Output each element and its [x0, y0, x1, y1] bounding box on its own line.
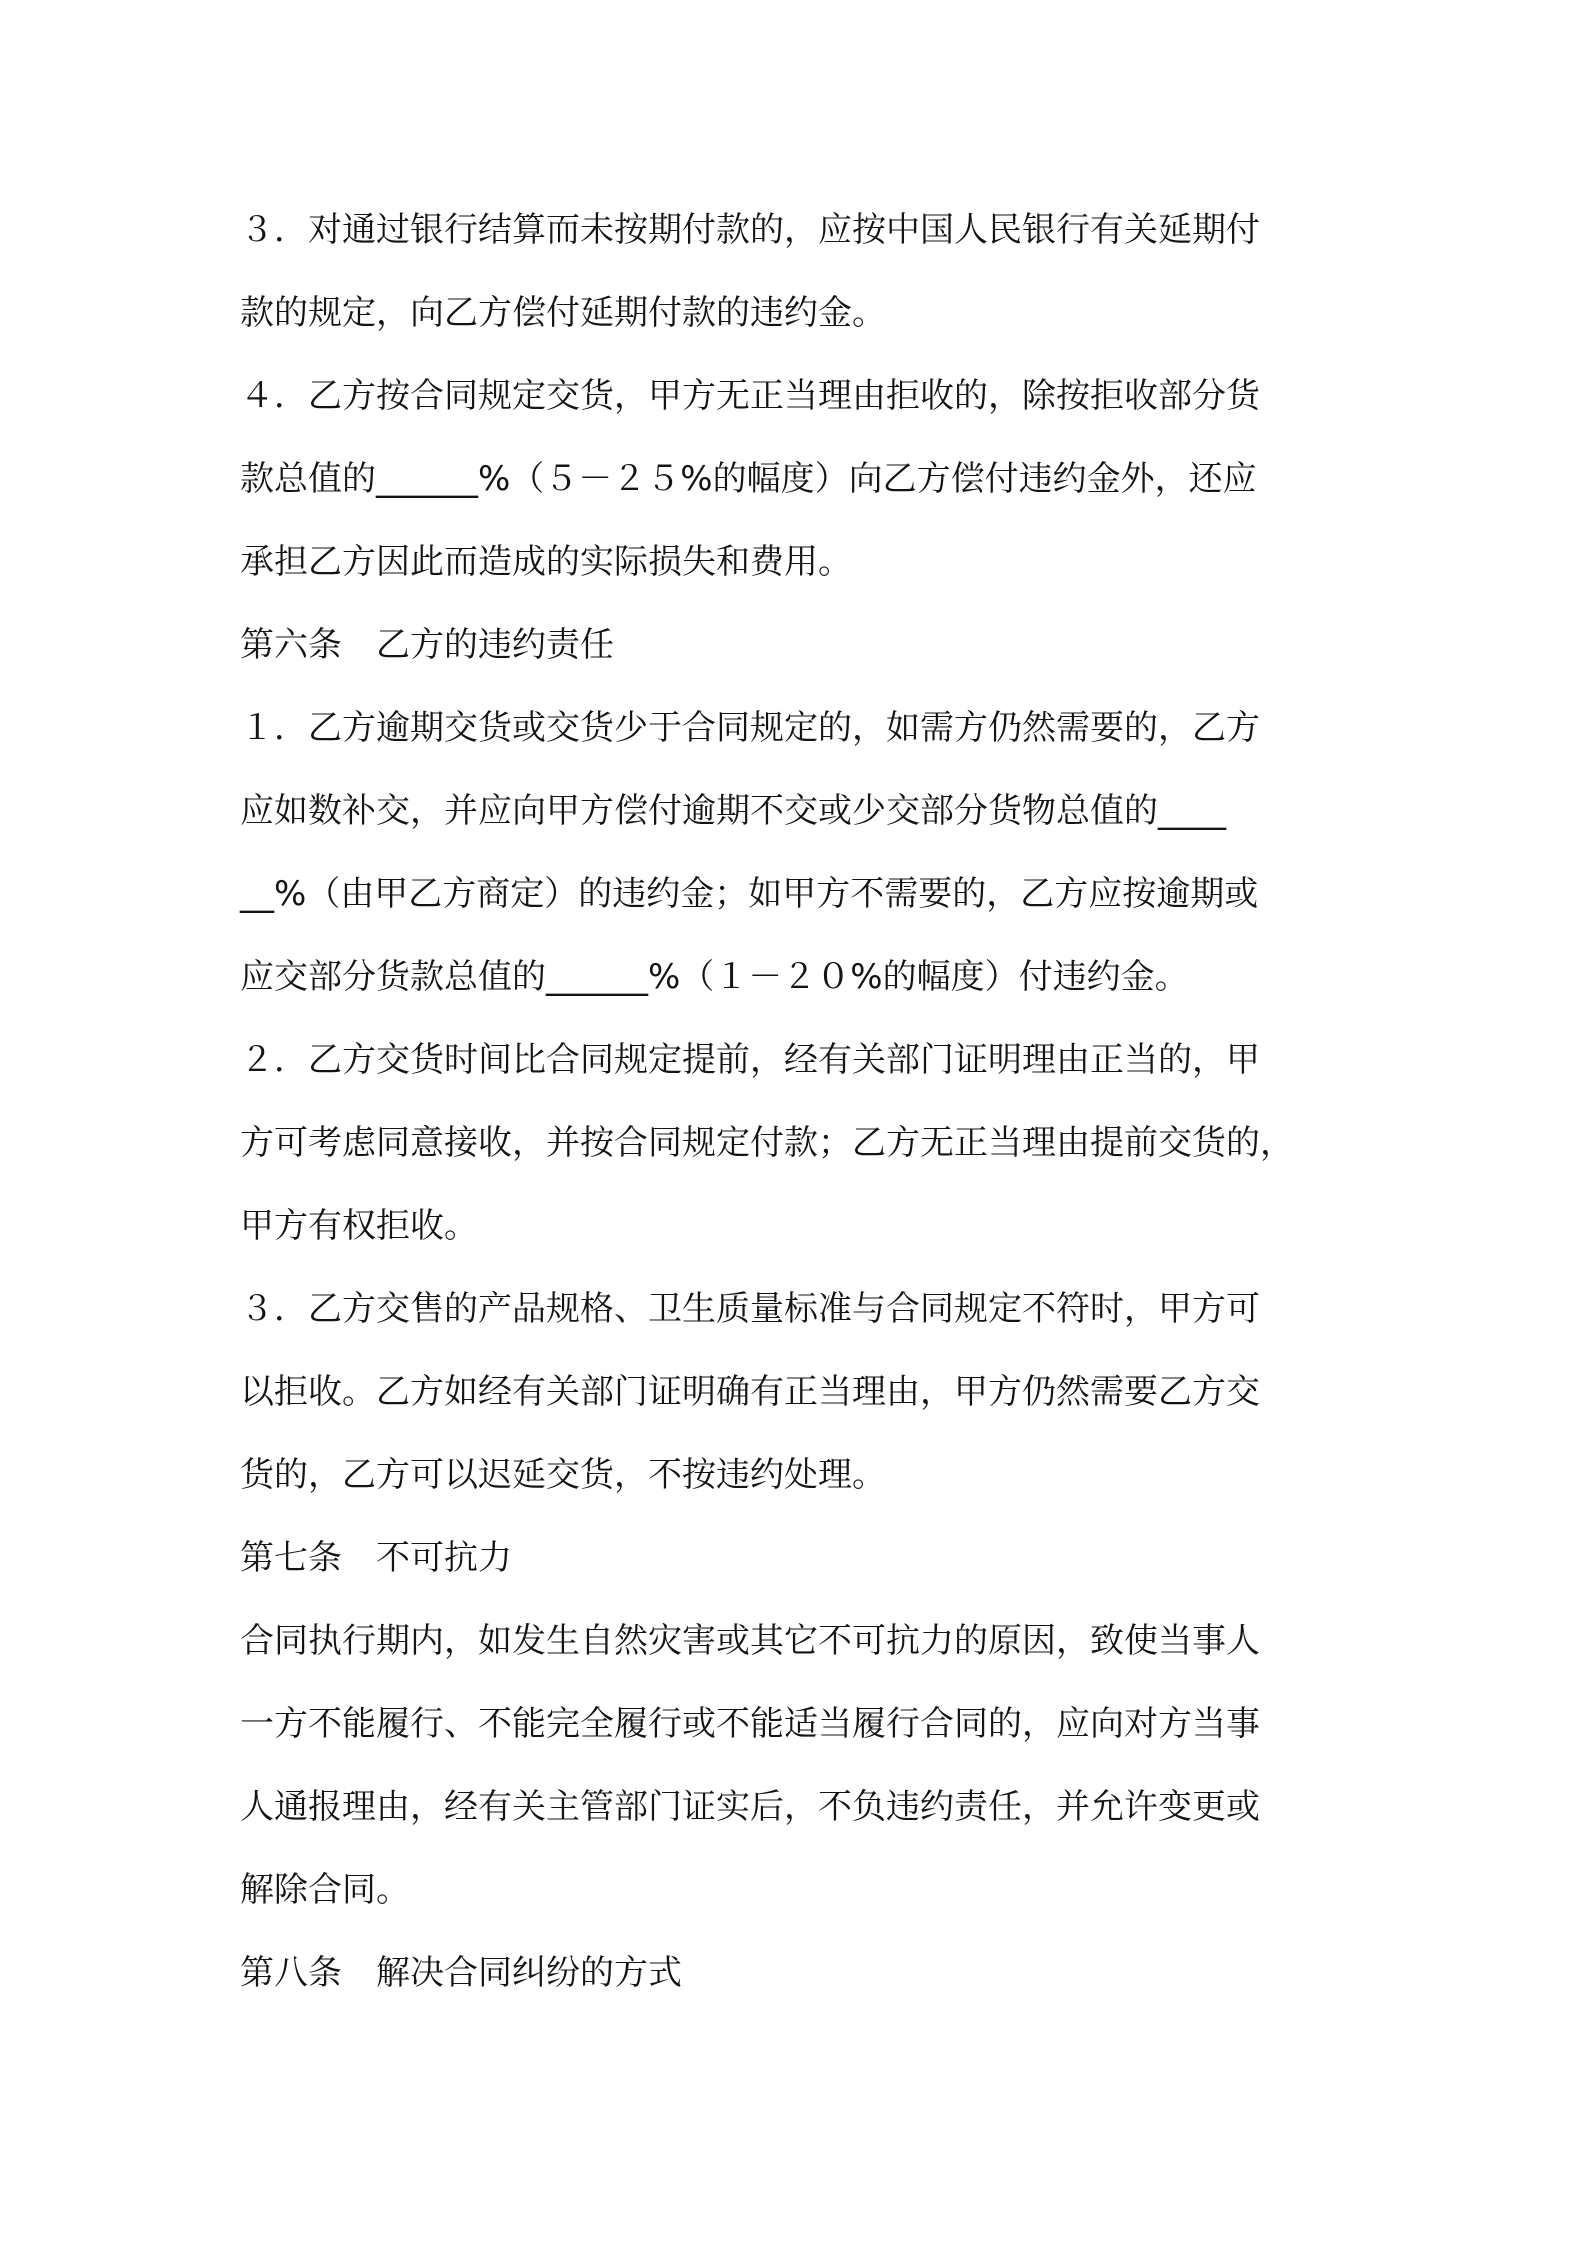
text-line: 承担乙方因此而造成的实际损失和费用。: [240, 542, 852, 582]
text-line: 款总值的______%（５－２５%的幅度）向乙方偿付违约金外，还应: [240, 459, 1257, 499]
text-line: 款的规定，向乙方偿付延期付款的违约金。: [240, 293, 886, 333]
text-line: 解除合同。: [240, 1870, 410, 1910]
article-heading: 第六条 乙方的违约责任: [240, 625, 614, 665]
text-line: 货的，乙方可以迟延交货，不按违约处理。: [240, 1455, 886, 1495]
text-line: ３．乙方交售的产品规格、卫生质量标准与合同规定不符时，甲方可: [240, 1289, 1260, 1329]
article-heading: 第八条 解决合同纠纷的方式: [240, 1953, 682, 1993]
text-line: ２．乙方交货时间比合同规定提前，经有关部门证明理由正当的，甲: [240, 1040, 1260, 1080]
text-line: 一方不能履行、不能完全履行或不能适当履行合同的，应向对方当事: [240, 1704, 1260, 1744]
article-heading: 第七条 不可抗力: [240, 1538, 512, 1578]
text-line: __%（由甲乙方商定）的违约金；如甲方不需要的，乙方应按逾期或: [240, 874, 1259, 914]
text-line: 应交部分货款总值的______%（１－２０%的幅度）付违约金。: [240, 957, 1189, 997]
text-line: 以拒收。乙方如经有关部门证明确有正当理由，甲方仍然需要乙方交: [240, 1372, 1260, 1412]
text-line: 合同执行期内，如发生自然灾害或其它不可抗力的原因，致使当事人: [240, 1621, 1260, 1661]
text-line: ４．乙方按合同规定交货，甲方无正当理由拒收的，除按拒收部分货: [240, 376, 1260, 416]
text-line: 甲方有权拒收。: [240, 1206, 478, 1246]
text-line: 人通报理由，经有关主管部门证实后，不负违约责任，并允许变更或: [240, 1787, 1260, 1827]
text-line: 应如数补交，并应向甲方偿付逾期不交或少交部分货物总值的____: [240, 791, 1226, 831]
text-line: ３．对通过银行结算而未按期付款的，应按中国人民银行有关延期付: [240, 210, 1260, 250]
text-line: 方可考虑同意接收，并按合同规定付款；乙方无正当理由提前交货的，: [240, 1123, 1294, 1163]
text-line: １．乙方逾期交货或交货少于合同规定的，如需方仍然需要的，乙方: [240, 708, 1260, 748]
